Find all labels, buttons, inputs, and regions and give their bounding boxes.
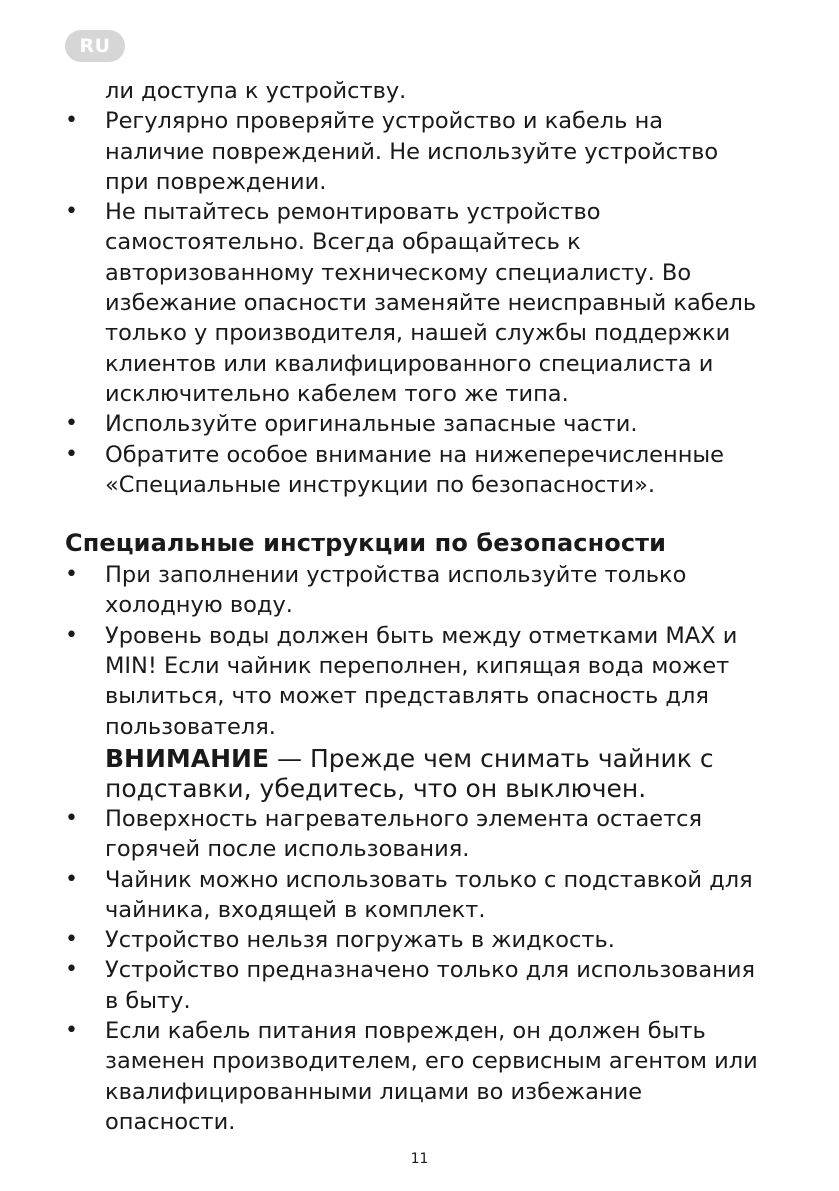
list-item: • Не пытайтесь ремонтировать устройство самостоятельно. Всегда обращайтесь к авторизованному техническому специалисту. Во избежание опасности заменяйте неисправный кабель только у производителя, нашей службы поддержки клиентов или квалифицированного специалиста и исключительно кабелем того же типа.	[65, 197, 765, 409]
list-item: • При заполнении устройства используйте только холодную воду.	[65, 560, 765, 621]
list-item: • Устройство нельзя погружать в жидкость.	[65, 925, 765, 955]
warning-note	[65, 744, 765, 804]
intro-continuation: ли доступа к устройству.	[105, 78, 407, 104]
list-item: • Регулярно проверяйте устройство и кабель на наличие повреждений. Не используйте устройство при повреждении.	[65, 106, 765, 197]
page-number: 11	[410, 1151, 429, 1167]
list-item: • Если кабель питания поврежден, он должен быть заменен производителем, его сервисным агентом или квалифицированными лицами во избежание опасности.	[65, 1016, 765, 1137]
list-item: • Поверхность нагревательного элемента остается горячей после использования.	[65, 804, 765, 865]
list-item: • Обратите особое внимание на нижеперечисленные «Специальные инструкции по безопасности».	[65, 440, 765, 501]
list-item: • Чайник можно использовать только с подставкой для чайника, входящей в комплект.	[65, 865, 765, 926]
list-item: • Устройство предназначено только для использования в быту.	[65, 955, 765, 1016]
special-safety-list	[65, 560, 765, 1137]
language-badge: RU	[65, 30, 125, 62]
list-item: • Используйте оригинальные запасные части.	[65, 409, 765, 439]
warning-title: ВНИМАНИЕ	[105, 743, 270, 773]
section-heading: Специальные инструкции по безопасности	[65, 529, 667, 558]
general-safety-list	[65, 106, 765, 500]
warning-text: — Прежде чем снимать чайник с подставки, убедитесь, что он выключен.	[105, 743, 714, 803]
list-item: • Уровень воды должен быть между отметками MAX и MIN! Если чайник переполнен, кипящая вода может вылиться, что может представлять опасность для пользователя.	[65, 621, 765, 742]
page-content	[65, 76, 765, 1137]
